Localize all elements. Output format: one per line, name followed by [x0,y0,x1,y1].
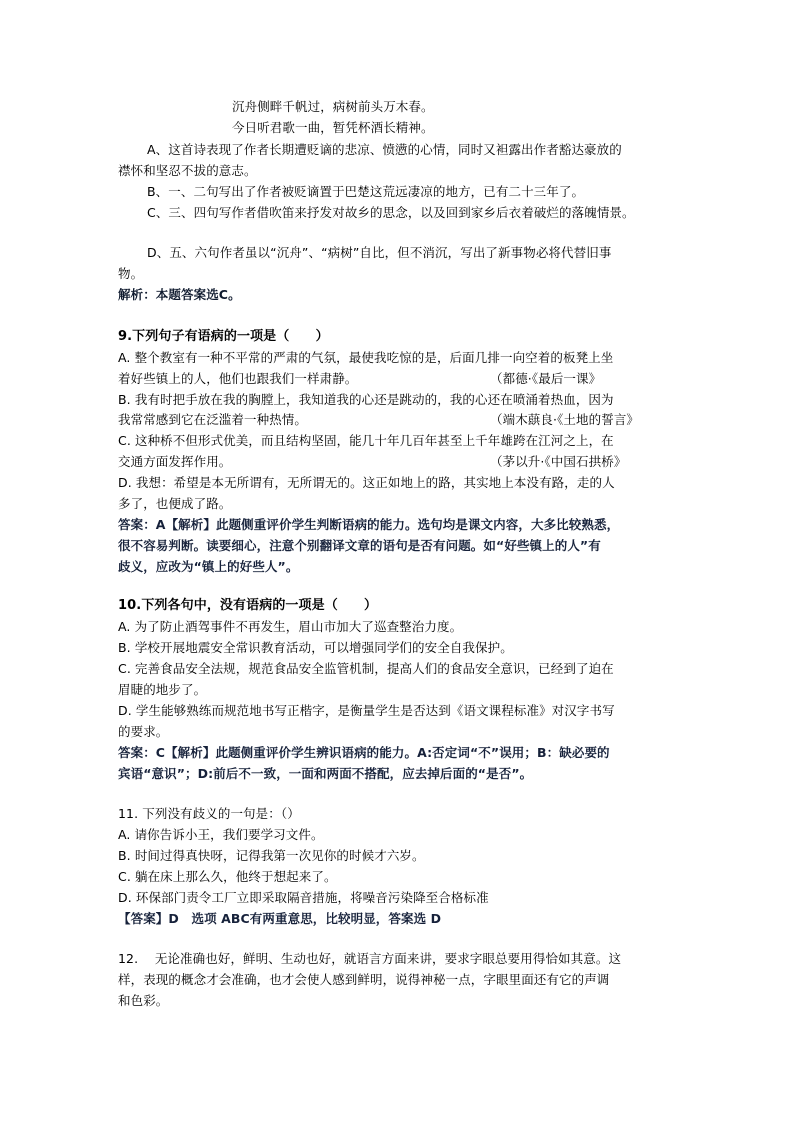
q9-option-b-cont [118,412,678,428]
q8-option-c: C、三、四句写作者借吹笛来抒发对故乡的思念，以及回到家乡后衣着破烂的落魄情景。 [147,205,635,220]
q9-option-c-text: 交通方面发挥作用。 [118,454,232,469]
q10-option-d: D. 学生能够熟练而规范地书写正楷字，是衡量学生是否达到《语文课程标准》对汉字书写 [118,703,615,718]
q9-answer-cont-1: 很不容易判断。读要细心，注意个别翻译文章的语句是否有问题。如“好些镇上的人”有 [118,538,601,553]
q11-title: 11. 下列没有歧义的一句是：（） [118,806,300,821]
q8-analysis: 解析：本题答案选C。 [118,287,241,302]
q11-answer: 【答案】D 选项 ABC有两重意思，比较明显，答案选 D [118,911,442,926]
q9-option-b-text: 我常常感到它在泛滥着一种热情。 [118,412,308,427]
q8-option-b: B、一、二句写出了作者被贬谪置于巴楚这荒远凄凉的地方，已有二十三年了。 [147,184,585,199]
q10-title: 10.下列各句中，没有语病的一项是（ ） [118,598,378,613]
q11-option-d: D. 环保部门责令工厂立即采取隔音措施，将噪音污染降至合格标准 [118,890,489,905]
q11-option-c: C. 躺在床上那么久，他终于想起来了。 [118,869,337,884]
q9-option-c-cont [118,454,678,470]
q10-option-b: B. 学校开展地震安全常识教育活动，可以增强同学们的安全自我保护。 [118,640,513,655]
q9-option-b: B. 我有时把手放在我的胸膛上，我知道我的心还是跳动的，我的心还在喷涌着热血，因为 [118,392,614,407]
q9-answer: 答案：A【解析】此题侧重评价学生判断语病的能力。选句均是课文内容，大多比较熟悉， [118,517,620,532]
q9-answer-cont-2: 歧义，应改为“镇上的好些人”。 [118,559,299,574]
q9-option-a-source: （都德·《最后一课》 [490,371,602,386]
q10-option-c-cont: 眉睫的地步了。 [118,682,207,697]
q8-option-a: A、这首诗表现了作者长期遭贬谪的悲凉、愤懑的心情，同时又袒露出作者豁达豪放的 [147,142,622,157]
q11-option-b: B. 时间过得真快呀，记得我第一次见你的时候才六岁。 [118,848,425,863]
q12-line-3: 和色彩。 [118,993,169,1008]
q10-answer-cont: 宾语“意识”；D:前后不一致，一面和两面不搭配，应去掉后面的“是否”。 [118,766,533,781]
q12-line-1: 12. 无论准确也好，鲜明、生动也好，就语言方面来讲，要求字眼总要用得恰如其意。这 [118,951,622,966]
q12-line-2: 样，表现的概念才会准确，也才会使人感到鲜明，说得神秘一点，字眼里面还有它的声调 [118,972,610,987]
q8-option-d-cont: 物。 [118,266,144,281]
q9-option-b-source: （端木蕻良·《土地的誓言》 [490,412,640,427]
q9-option-a-cont [118,371,678,387]
q10-option-c: C. 完善食品安全法规，规范食品安全监管机制，提高人们的食品安全意识，已经到了迫在 [118,661,614,676]
q10-option-a: A. 为了防止酒驾事件不再发生，眉山市加大了巡查整治力度。 [118,619,463,634]
q9-option-a-text: 着好些镇上的人，他们也跟我们一样肃静。 [118,371,358,386]
q10-answer: 答案：C【解析】此题侧重评价学生辨识语病的能力。A:否定词“不”误用；B：缺必要的 [118,745,610,760]
q11-option-a: A. 请你告诉小王，我们要学习文件。 [118,827,324,842]
q9-option-d: D. 我想：希望是本无所谓有，无所谓无的。这正如地上的路，其实地上本没有路，走的人 [118,475,615,490]
q10-option-d-cont: 的要求。 [118,724,169,739]
q9-option-c: C. 这种桥不但形式优美，而且结构坚固，能几十年几百年甚至上千年雄跨在江河之上，在 [118,433,614,448]
q9-option-d-cont: 多了，也便成了路。 [118,496,232,511]
q9-title: 9.下列句子有语病的一项是（ ） [118,329,329,344]
q9-option-c-source: （茅以升·《中国石拱桥》 [490,454,627,469]
q9-option-a: A. 整个教室有一种不平常的严肃的气氛，最使我吃惊的是，后面几排一向空着的板凳上坐 [118,350,614,365]
q8-option-a-cont: 襟怀和坚忍不拔的意志。 [118,163,257,178]
poem-line-1: 沉舟侧畔千帆过，病树前头万木春。 [232,99,434,114]
q8-option-d: D、五、六句作者虽以“沉舟”、“病树”自比，但不消沉，写出了新事物必将代替旧事 [147,245,612,260]
poem-line-2: 今日听君歌一曲，暂凭杯酒长精神。 [232,120,434,135]
